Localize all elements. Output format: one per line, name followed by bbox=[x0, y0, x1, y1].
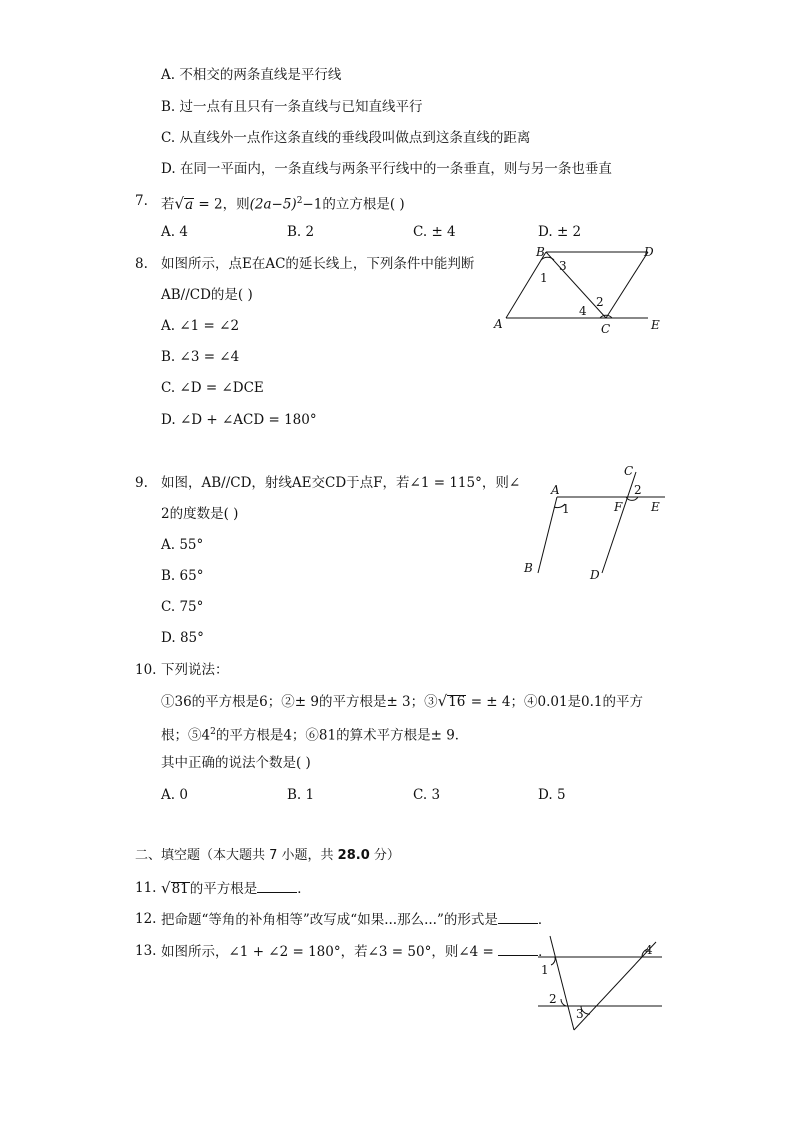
q10-option-d: D. 5 bbox=[538, 787, 566, 803]
q8-number: 8. bbox=[135, 256, 148, 272]
q8-stem-line1: 如图所示，点E在AC的延长线上，下列条件中能判断 bbox=[161, 256, 475, 272]
q10-stem: 下列说法： bbox=[161, 662, 229, 678]
q8-angle-2: 2 bbox=[596, 295, 604, 309]
q8-angle-3: 3 bbox=[559, 259, 567, 273]
q9-label-f: F bbox=[614, 500, 623, 514]
q9-angle-1: 1 bbox=[562, 502, 570, 516]
q9-option-d: D. 85° bbox=[161, 630, 204, 646]
q7-option-a: A. 4 bbox=[161, 224, 188, 240]
q9-angle-2: 2 bbox=[634, 483, 642, 497]
q10-number: 10. bbox=[135, 662, 157, 678]
q8-label-c: C bbox=[601, 322, 611, 336]
q10-option-c: C. 3 bbox=[413, 787, 441, 803]
q10-line2: ①36的平方根是6；②± 9的平方根是± 3；③√16 = ± 4；④0.01是0.1的平方 bbox=[161, 692, 644, 710]
q9-label-b: B bbox=[524, 561, 533, 575]
q6-option-c: C. 从直线外一点作这条直线的垂线段叫做点到这条直线的距离 bbox=[161, 130, 531, 146]
q7-number: 7. bbox=[135, 193, 148, 209]
q7-option-d: D. ± 2 bbox=[538, 224, 582, 240]
q9-label-d: D bbox=[590, 568, 600, 582]
q8-label-e: E bbox=[651, 318, 660, 332]
q9-number: 9. bbox=[135, 475, 148, 491]
q13-angle-3: 3 bbox=[576, 1007, 584, 1021]
q9-label-c: C bbox=[624, 464, 634, 478]
q8-option-b: B. ∠3 = ∠4 bbox=[161, 349, 240, 365]
q8-label-a: A bbox=[494, 317, 503, 331]
q9-option-b: B. 65° bbox=[161, 568, 204, 584]
q10-option-b: B. 1 bbox=[287, 787, 315, 803]
q8-option-c: C. ∠D = ∠DCE bbox=[161, 380, 264, 396]
q9-option-a: A. 55° bbox=[161, 537, 204, 553]
q8-angle-4: 4 bbox=[579, 304, 587, 318]
q10-line3: 根；$⑤4^2$的平方根是4；⑥81的算术平方根是± 9． bbox=[161, 727, 469, 744]
q9-label-e: E bbox=[651, 500, 660, 514]
q8-figure bbox=[488, 240, 668, 340]
q13-angle-1: 1 bbox=[541, 963, 549, 977]
q8-label-b: B bbox=[536, 245, 545, 259]
q12-answer-blank[interactable] bbox=[498, 911, 538, 924]
q10-line4: 其中正确的说法个数是( ) bbox=[161, 755, 311, 771]
q8-angle-1: 1 bbox=[540, 271, 548, 285]
q13-angle-2: 2 bbox=[549, 992, 557, 1006]
q8-option-a: A. ∠1 = ∠2 bbox=[161, 318, 240, 334]
q9-option-c: C. 75° bbox=[161, 599, 204, 615]
q6-option-d: D. 在同一平面内，一条直线与两条平行线中的一条垂直，则与另一条也垂直 bbox=[161, 161, 612, 177]
section-heading-fill-in: 二、填空题（本大题共 7 小题，共 28.0 分） bbox=[135, 848, 400, 863]
q10-option-a: A. 0 bbox=[161, 787, 188, 803]
q7-stem: 若√a = 2，则$(2a-5)^2-1$的立方根是( ) bbox=[161, 194, 405, 213]
q8-label-d: D bbox=[644, 245, 654, 259]
q13-figure bbox=[530, 930, 670, 1035]
q7-option-b: B. 2 bbox=[287, 224, 315, 240]
q13-stem: 如图所示，∠1 + ∠2 = 180°，若∠3 = 50°，则∠4 = ． bbox=[161, 944, 552, 960]
q6-option-a: A. 不相交的两条直线是平行线 bbox=[161, 67, 342, 83]
q13-angle-4: 4 bbox=[645, 943, 653, 957]
q9-stem-line2: 2的度数是( ) bbox=[161, 506, 239, 522]
q11-stem: √81的平方根是 ． bbox=[161, 879, 311, 897]
q11-number: 11. bbox=[135, 880, 157, 896]
q9-label-a: A bbox=[551, 483, 560, 497]
q11-answer-blank[interactable] bbox=[257, 880, 297, 893]
q12-stem: 把命题“等角的补角相等”改写成“如果...那么...”的形式是 ． bbox=[161, 912, 552, 928]
q7-option-c: C. ± 4 bbox=[413, 224, 456, 240]
q13-number: 13. bbox=[135, 943, 157, 959]
q8-stem-line2: AB//CD的是( ) bbox=[161, 287, 253, 303]
q12-number: 12. bbox=[135, 911, 157, 927]
q9-figure bbox=[520, 460, 670, 585]
q9-stem-line1: 如图，AB//CD，射线AE交CD于点F，若∠1 = 115°，则∠ bbox=[161, 475, 521, 491]
q6-option-b: B. 过一点有且只有一条直线与已知直线平行 bbox=[161, 99, 423, 115]
q8-option-d: D. ∠D + ∠ACD = 180° bbox=[161, 412, 317, 428]
